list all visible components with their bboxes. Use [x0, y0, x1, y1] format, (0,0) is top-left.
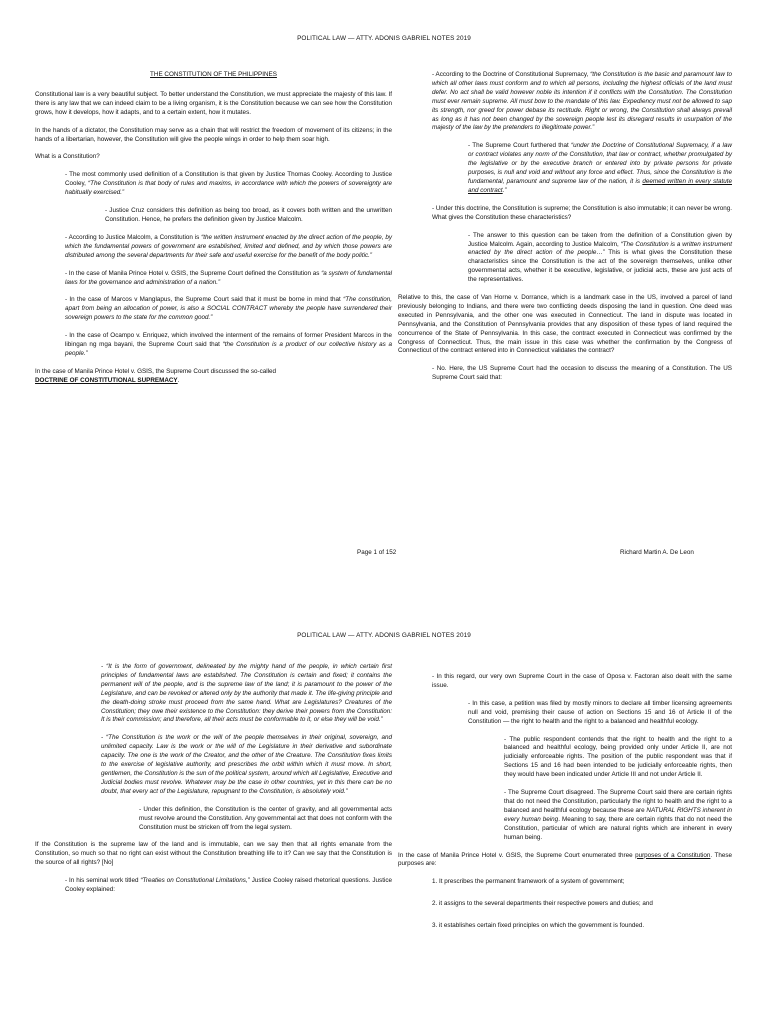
under-doctrine-paragraph: - Under this doctrine, the Constitution is supreme; the Constitution is also immutable; it can never be wrong. What gives the Constitution these characteristics? [432, 204, 732, 221]
page-separator [0, 584, 768, 600]
section-title: THE CONSTITUTION OF THE PHILIPPINES [150, 71, 277, 78]
seminal-intro: - In his seminal work titled [65, 877, 141, 885]
furthered-paragraph [468, 142, 732, 195]
page-number: Page 1 of 152 [357, 549, 397, 556]
further-underlined: deemed written in every statute and contract [468, 177, 732, 194]
ocampo-intro: - In the case of Ocampo v. Enriquez, which involved the interment of the remains of former President Marcos in the libingan ng mga bayani, the Supreme Court said that [65, 332, 392, 349]
right-column [398, 71, 732, 392]
left-column [35, 663, 392, 904]
further-quote: “under the Doctrine of Constitutional Supremacy, if a law or contract violates any norm of the Constitution, that law or contract, whether promulgated by the legislative or by the executive branch or entered into by private persons for private purposes, is null and void and without any force and effect. Thus, since the Constitution is the fundamental, paramount and supreme law of the nation, it is [468, 142, 732, 185]
left-column [35, 71, 392, 395]
answer-end: This is what gives the Constitution these characteristics since the Constitution is the act of the sovereign themselves, unlike other governmental acts, whether it be executive, legislative, or judicial acts, these are just acts of the representatives. [468, 249, 732, 284]
purposes-intro: In the case of Manila Prince Hotel v. GSIS, the Supreme Court enumerated three [398, 851, 636, 859]
purpose-item: 2. it assigns to the several departments their respective powers and duties; and [432, 900, 653, 908]
seminal-work-paragraph [65, 877, 392, 895]
seminal-title: “Treaties on Constitutional Limitations,” [140, 877, 250, 885]
ocampo-quote: “the Constitution is a product of our collective history as a people.” [65, 341, 392, 357]
work-quote: - “The Constitution is the work or the will of the people themselves in their original, sovereign, and unlimited capacity. Law is the work or the will of the Legislature in their derivative and subordinate capacity. The one is the work of the Creator, and the other of the Creature. The Constitution fixes limits to the exercise of legislative authority, and prescribes the orbit within which it must move. In short, gentlemen, the Constitution is the sun of the political system, around which all Legislative, Executive and Judicial bodies must revolve. Whatever may be the case in other countries, yet in this there can be no doubt, that every act of the Legislature, repugnant to the Constitution, is absolutely void.” [101, 734, 392, 795]
purposes-end: . These purposes are: [398, 851, 732, 868]
marcos-intro: - In the case of Marcos v Manglapus, the Supreme Court said that it must be borne in mind that [65, 296, 344, 304]
cruz-paragraph: - Justice Cruz considers this definition as being too broad, as it covers both written and the unwritten Constitution. Hence, he prefers the definition given by Justice Malcolm. [105, 207, 392, 223]
cooley-definition [65, 171, 392, 198]
malcolm-intro: - According to Justice Malcolm, a Constitution is [65, 233, 202, 241]
doctrine-intro: In the case of Manila Prince Hotel v. GSIS, the Supreme Court discussed the so-called [35, 367, 277, 375]
natural-rights: NATURAL RIGHTS inherent in every human being [504, 806, 732, 823]
cooley-intro: - The most commonly used definition of a Constitution is that given by Justice Thomas Cooley. According to Justice Cooley, [65, 171, 392, 188]
ocampo-definition [65, 332, 392, 359]
manila-intro: - In the case of Manila Prince Hotel v. GSIS, the Supreme Court defined the Constitution as [65, 269, 322, 277]
disagreed-intro: - The Supreme Court disagreed. The Supreme Court said there are certain rights that do not need the Constitution, particularly the right to health and the right to a balanced and healthful ecology because these are [504, 789, 732, 814]
answer-quote: “The Constitution is a written instrument enacted by the direct action of the people…” [468, 240, 732, 257]
disagreed-paragraph [504, 789, 732, 842]
no-here-paragraph: - No. Here, the US Supreme Court had the occasion to discuss the meaning of a Constitution. The US Supreme Court said that: [432, 365, 732, 382]
dictator-paragraph: In the hands of a dictator, the Constitution may serve as a chain that will restrict the freedom of movement of its citizens; in the hands of a libertarian, however, the Constitution will give the people wings in order to help them soar high. [35, 126, 392, 143]
further-end: .” [502, 186, 507, 194]
answer-paragraph [468, 232, 732, 285]
supremacy-intro: - According to the Doctrine of Constitutional Supremacy, [432, 71, 591, 78]
petition-paragraph: - In this case, a petition was filed by mostly minors to declare all timber licensing agreements null and void, premising their cause of action on Sections 15 and 16 of Article II of the Constitution — the right to health and the right to a balanced and healthful ecology. [468, 699, 732, 725]
cooley-quote: “The Constitution is that body of rules and maxims, in accordance with which the powers of sovereignty are habitually exercised.” [65, 180, 392, 197]
purpose-item: 1. It prescribes the permanent framework of a system of government; [432, 878, 625, 886]
page-header: POLITICAL LAW — ATTY. ADONIS GABRIEL NOTES 2019 [297, 632, 471, 639]
right-column [398, 673, 732, 940]
malcolm-definition [65, 234, 392, 261]
doctrine-name: DOCTRINE OF CONSTITUTIONAL SUPREMACY [35, 376, 178, 384]
form-quote: - “It is the form of government, delineated by the mighty hand of the people, in which certain first principles of fundamental laws are established. The Constitution is certain and fixed; it contains the permanent will of the people, and is the supreme law of the land; it is paramount to the power of the Legislature, and can be revoked or altered only by the authority that made it. The life-giving principle and the death-doing stroke must proceed from the same hand. What are Legislatures? Creatures of the Constitution; they owe their existence to the Constitution: they derive their powers from the Constitution: It is their commission; and therefore, all their acts must be conformable to it, or else they will be void.” [101, 663, 392, 724]
supremacy-paragraph [432, 71, 732, 133]
purposes-paragraph [398, 852, 732, 870]
answer-intro: - The answer to this question can be taken from the definition of a Constitution given by Justice Malcolm. Again, according to Justice Malcolm, [468, 231, 732, 248]
marcos-definition [65, 296, 392, 323]
malcolm-quote: “the written instrument enacted by the direct action of the people, by which the fundamental powers of government are established, limited and defined, and by which those powers are distributed among the several departments for their safe and useful exercise for the benefit of the body politic.” [65, 233, 392, 259]
document-page-2 [0, 600, 768, 1024]
supremacy-quote: “the Constitution is the basic and paramount law to which all other laws must conform and to which all persons, including the highest officials of the land must defer. No act shall be valid however noble its intention if it conflicts with the Constitution. The Constitution must ever remain supreme. All must bow to the mandate of this law. Expediency must not be allowed to sap its strength, nor greed for power debase its rectitude. Right or wrong, the Constitution shall always prevail as long as it has not been changed by the sovereign people lest its disregard results in usurpation of the majesty of the law by the pretenders to illegitimate power.” [432, 71, 732, 132]
doctrine-paragraph: In the case of Manila Prince Hotel v. GSIS, the Supreme Court discussed the so-called DOCTRINE OF CONSTITUTIONAL SUPREMACY. [35, 367, 277, 384]
question-paragraph: What is a Constitution? [35, 153, 100, 161]
van-horne-paragraph: Relative to this, the case of Van Horne v. Dorrance, which is a landmark case in the US, involved a parcel of land previously belonging to Indians, and there were two conflicting deeds disposing the land in question. One deed was executed in Pennsylvania, and the other one was executed in Connecticut. The land in dispute was located in Pennsylvania, and the Constitution of Pennsylvania provides that any disposition of these types of land required the concurrence of the State of Pennsylvania. In this case, the contract executed in Connecticut was confirmed by the Congress of Connecticut. Thus, the main issue in this case was whether the confirmation by the Congress of Connecticut of the contract entered into in Connecticut validates the contract? [398, 294, 732, 355]
page-header: POLITICAL LAW — ATTY. ADONIS GABRIEL NOTES 2019 [297, 35, 471, 42]
manila-definition [65, 270, 392, 288]
marcos-quote: “The constitution, apart from being an allocation of power, is also a SOCIAL CONTRACT whereby the people have surrendered their sovereign powers to the state for the common good.” [65, 296, 392, 322]
if-supreme-paragraph: If the Constitution is the supreme law of the land and is immutable, can we say then that all rights emanate from the Constitution, so much so that no right can exist without the Constitution breathing life to it? Can we say that the Constitution is the source of all rights? [No] [35, 841, 392, 867]
respondent-paragraph: - The public respondent contends that the right to health and the right to a balanced and healthful ecology, being provided only under Article II, are not judicially enforceable rights. The position of the public respondent was that if Sections 15 and 16 had been intended to be judicially enforceable rights, then they would have been indicated under Article III and not under Article II. [504, 735, 732, 779]
author-name: Richard Martin A. De Leon [620, 549, 694, 556]
seminal-end: Justice Cooley raised rhetorical questions. Justice Cooley explained: [65, 877, 393, 894]
purposes-underlined: purposes of a Constitution [635, 851, 711, 859]
center-gravity-paragraph: - Under this definition, the Constitution is the center of gravity, and all governmental acts must revolve around the Constitution. Any governmental act that does not conform with the Constitution must be stricken off from the legal system. [139, 805, 392, 831]
further-intro: - The Supreme Court furthered that [468, 142, 571, 150]
manila-quote: “a system of fundamental laws for the governance and administration of a nation.” [65, 269, 392, 286]
disagreed-end: . Meaning to say, there are certain rights that do not need the Constitution, particular of which are natural rights which are inherent in every human being. [504, 815, 732, 841]
purpose-item: 3. it establishes certain fixed principles on which the government is founded. [432, 922, 645, 930]
intro-paragraph: Constitutional law is a very beautiful subject. To better understand the Constitution, we must appreciate the majesty of this law. If there is any law that we can indeed claim to be a living organism, it is the Constitution because we can see how the Constitution grows, how it develops, how it adapts, and to a certain extent, how it mutates. [35, 90, 392, 116]
oposa-paragraph: - In this regard, our very own Supreme Court in the case of Oposa v. Factoran also dealt with the same issue. [432, 673, 732, 689]
